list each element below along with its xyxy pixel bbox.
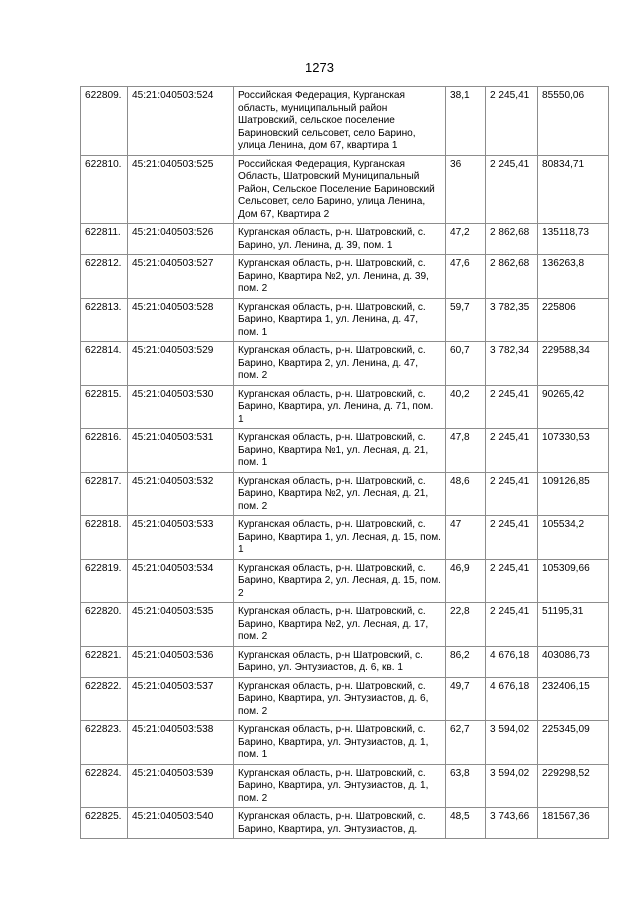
address-cell: Курганская область, р-н. Шатровский, с. Барино, Квартира, ул. Энтузиастов, д.: [234, 808, 446, 839]
row-number-cell: 622813.: [81, 298, 128, 342]
table-row: [81, 603, 609, 647]
cost-cell: 90265,42: [538, 385, 609, 429]
rate-cell: 2 245,41: [486, 516, 538, 560]
cost-cell: 229588,34: [538, 342, 609, 386]
cost-cell: 80834,71: [538, 155, 609, 224]
address-cell: Курганская область, р-н. Шатровский, с. Барино, Квартира, ул. Ленина, д. 71, пом. 1: [234, 385, 446, 429]
cadastral-number-cell: 45:21:040503:539: [128, 764, 234, 808]
cost-cell: 136263,8: [538, 255, 609, 299]
rate-cell: 2 862,68: [486, 255, 538, 299]
rate-cell: 2 245,41: [486, 603, 538, 647]
property-table: [80, 86, 609, 839]
table-row: [81, 472, 609, 516]
area-cell: 38,1: [446, 87, 486, 156]
area-cell: 60,7: [446, 342, 486, 386]
row-number-cell: 622824.: [81, 764, 128, 808]
area-cell: 48,5: [446, 808, 486, 839]
rate-cell: 3 782,35: [486, 298, 538, 342]
cadastral-number-cell: 45:21:040503:527: [128, 255, 234, 299]
row-number-cell: 622821.: [81, 646, 128, 677]
cost-cell: 225345,09: [538, 721, 609, 765]
cadastral-number-cell: 45:21:040503:536: [128, 646, 234, 677]
cadastral-number-cell: 45:21:040503:528: [128, 298, 234, 342]
rate-cell: 2 245,41: [486, 87, 538, 156]
cost-cell: 105534,2: [538, 516, 609, 560]
row-number-cell: 622819.: [81, 559, 128, 603]
row-number-cell: 622818.: [81, 516, 128, 560]
rate-cell: 3 594,02: [486, 764, 538, 808]
area-cell: 48,6: [446, 472, 486, 516]
cost-cell: 181567,36: [538, 808, 609, 839]
rate-cell: 2 245,41: [486, 429, 538, 473]
cadastral-number-cell: 45:21:040503:535: [128, 603, 234, 647]
cadastral-number-cell: 45:21:040503:534: [128, 559, 234, 603]
area-cell: 22,8: [446, 603, 486, 647]
table-row: [81, 385, 609, 429]
page-number: 1273: [305, 60, 334, 75]
cadastral-number-cell: 45:21:040503:538: [128, 721, 234, 765]
cost-cell: 105309,66: [538, 559, 609, 603]
table-row: [81, 646, 609, 677]
area-cell: 59,7: [446, 298, 486, 342]
row-number-cell: 622811.: [81, 224, 128, 255]
area-cell: 47,2: [446, 224, 486, 255]
rate-cell: 3 594,02: [486, 721, 538, 765]
rate-cell: 2 245,41: [486, 155, 538, 224]
row-number-cell: 622822.: [81, 677, 128, 721]
address-cell: Курганская область, р-н. Шатровский, с. Барино, Квартира 2, ул. Лесная, д. 15, пом. 2: [234, 559, 446, 603]
cadastral-number-cell: 45:21:040503:525: [128, 155, 234, 224]
address-cell: Курганская область, р-н. Шатровский, с. Барино, Квартира, ул. Энтузиастов, д. 6, пом. 2: [234, 677, 446, 721]
address-cell: Курганская область, р-н. Шатровский, с. Барино, Квартира 2, ул. Ленина, д. 47, пом. 2: [234, 342, 446, 386]
area-cell: 47,6: [446, 255, 486, 299]
address-cell: Российская Федерация, Курганская область, муниципальный район Шатровский, сельское поселение Бариновский сельсовет, село Барино, улица Ленина, дом 67, квартира 1: [234, 87, 446, 156]
table-row: [81, 677, 609, 721]
cost-cell: 229298,52: [538, 764, 609, 808]
cost-cell: 135118,73: [538, 224, 609, 255]
cost-cell: 232406,15: [538, 677, 609, 721]
row-number-cell: 622814.: [81, 342, 128, 386]
cost-cell: 225806: [538, 298, 609, 342]
address-cell: Курганская область, р-н. Шатровский, с. Барино, Квартира 1, ул. Ленина, д. 47, пом. 1: [234, 298, 446, 342]
table-row: [81, 721, 609, 765]
rate-cell: 2 245,41: [486, 385, 538, 429]
cost-cell: 109126,85: [538, 472, 609, 516]
area-cell: 46,9: [446, 559, 486, 603]
table-row: [81, 224, 609, 255]
address-cell: Курганская область, р-н. Шатровский, с. Барино, Квартира №2, ул. Ленина, д. 39, пом. 2: [234, 255, 446, 299]
rate-cell: 2 245,41: [486, 559, 538, 603]
table-row: [81, 516, 609, 560]
address-cell: Курганская область, р-н. Шатровский, с. Барино, Квартира 1, ул. Лесная, д. 15, пом. 1: [234, 516, 446, 560]
table-row: [81, 429, 609, 473]
table-row: [81, 764, 609, 808]
rate-cell: 2 862,68: [486, 224, 538, 255]
table-row: [81, 342, 609, 386]
table-body: [81, 87, 609, 839]
address-cell: Курганская область, р-н. Шатровский, с. Барино, ул. Ленина, д. 39, пом. 1: [234, 224, 446, 255]
cost-cell: 107330,53: [538, 429, 609, 473]
rate-cell: 2 245,41: [486, 472, 538, 516]
cadastral-number-cell: 45:21:040503:533: [128, 516, 234, 560]
address-cell: Курганская область, р-н Шатровский, с. Барино, ул. Энтузиастов, д. 6, кв. 1: [234, 646, 446, 677]
rate-cell: 3 743,66: [486, 808, 538, 839]
cost-cell: 403086,73: [538, 646, 609, 677]
cadastral-number-cell: 45:21:040503:524: [128, 87, 234, 156]
row-number-cell: 622825.: [81, 808, 128, 839]
table-row: [81, 255, 609, 299]
cadastral-number-cell: 45:21:040503:537: [128, 677, 234, 721]
area-cell: 40,2: [446, 385, 486, 429]
row-number-cell: 622815.: [81, 385, 128, 429]
area-cell: 63,8: [446, 764, 486, 808]
row-number-cell: 622816.: [81, 429, 128, 473]
area-cell: 86,2: [446, 646, 486, 677]
cadastral-number-cell: 45:21:040503:531: [128, 429, 234, 473]
area-cell: 49,7: [446, 677, 486, 721]
row-number-cell: 622810.: [81, 155, 128, 224]
table-row: [81, 155, 609, 224]
area-cell: 47,8: [446, 429, 486, 473]
table-row: [81, 559, 609, 603]
address-cell: Курганская область, р-н. Шатровский, с. Барино, Квартира №2, ул. Лесная, д. 21, пом. 2: [234, 472, 446, 516]
address-cell: Курганская область, р-н. Шатровский, с. Барино, Квартира, ул. Энтузиастов, д. 1, пом. 2: [234, 764, 446, 808]
rate-cell: 4 676,18: [486, 677, 538, 721]
area-cell: 62,7: [446, 721, 486, 765]
cadastral-number-cell: 45:21:040503:530: [128, 385, 234, 429]
table-row: [81, 87, 609, 156]
table-row: [81, 298, 609, 342]
cadastral-number-cell: 45:21:040503:529: [128, 342, 234, 386]
cadastral-number-cell: 45:21:040503:526: [128, 224, 234, 255]
area-cell: 47: [446, 516, 486, 560]
area-cell: 36: [446, 155, 486, 224]
row-number-cell: 622817.: [81, 472, 128, 516]
rate-cell: 3 782,34: [486, 342, 538, 386]
cadastral-number-cell: 45:21:040503:540: [128, 808, 234, 839]
row-number-cell: 622809.: [81, 87, 128, 156]
cadastral-number-cell: 45:21:040503:532: [128, 472, 234, 516]
address-cell: Курганская область, р-н. Шатровский, с. Барино, Квартира №2, ул. Лесная, д. 17, пом. 2: [234, 603, 446, 647]
cost-cell: 51195,31: [538, 603, 609, 647]
row-number-cell: 622812.: [81, 255, 128, 299]
address-cell: Российская Федерация, Курганская Область, Шатровский Муниципальный Район, Сельское Поселение Бариновский Сельсовет, село Барино, улица Ленина, Дом 67, Квартира 2: [234, 155, 446, 224]
address-cell: Курганская область, р-н. Шатровский, с. Барино, Квартира, ул. Энтузиастов, д. 1, пом. 1: [234, 721, 446, 765]
table-row: [81, 808, 609, 839]
cost-cell: 85550,06: [538, 87, 609, 156]
address-cell: Курганская область, р-н. Шатровский, с. Барино, Квартира №1, ул. Лесная, д. 21, пом. 1: [234, 429, 446, 473]
rate-cell: 4 676,18: [486, 646, 538, 677]
row-number-cell: 622820.: [81, 603, 128, 647]
row-number-cell: 622823.: [81, 721, 128, 765]
